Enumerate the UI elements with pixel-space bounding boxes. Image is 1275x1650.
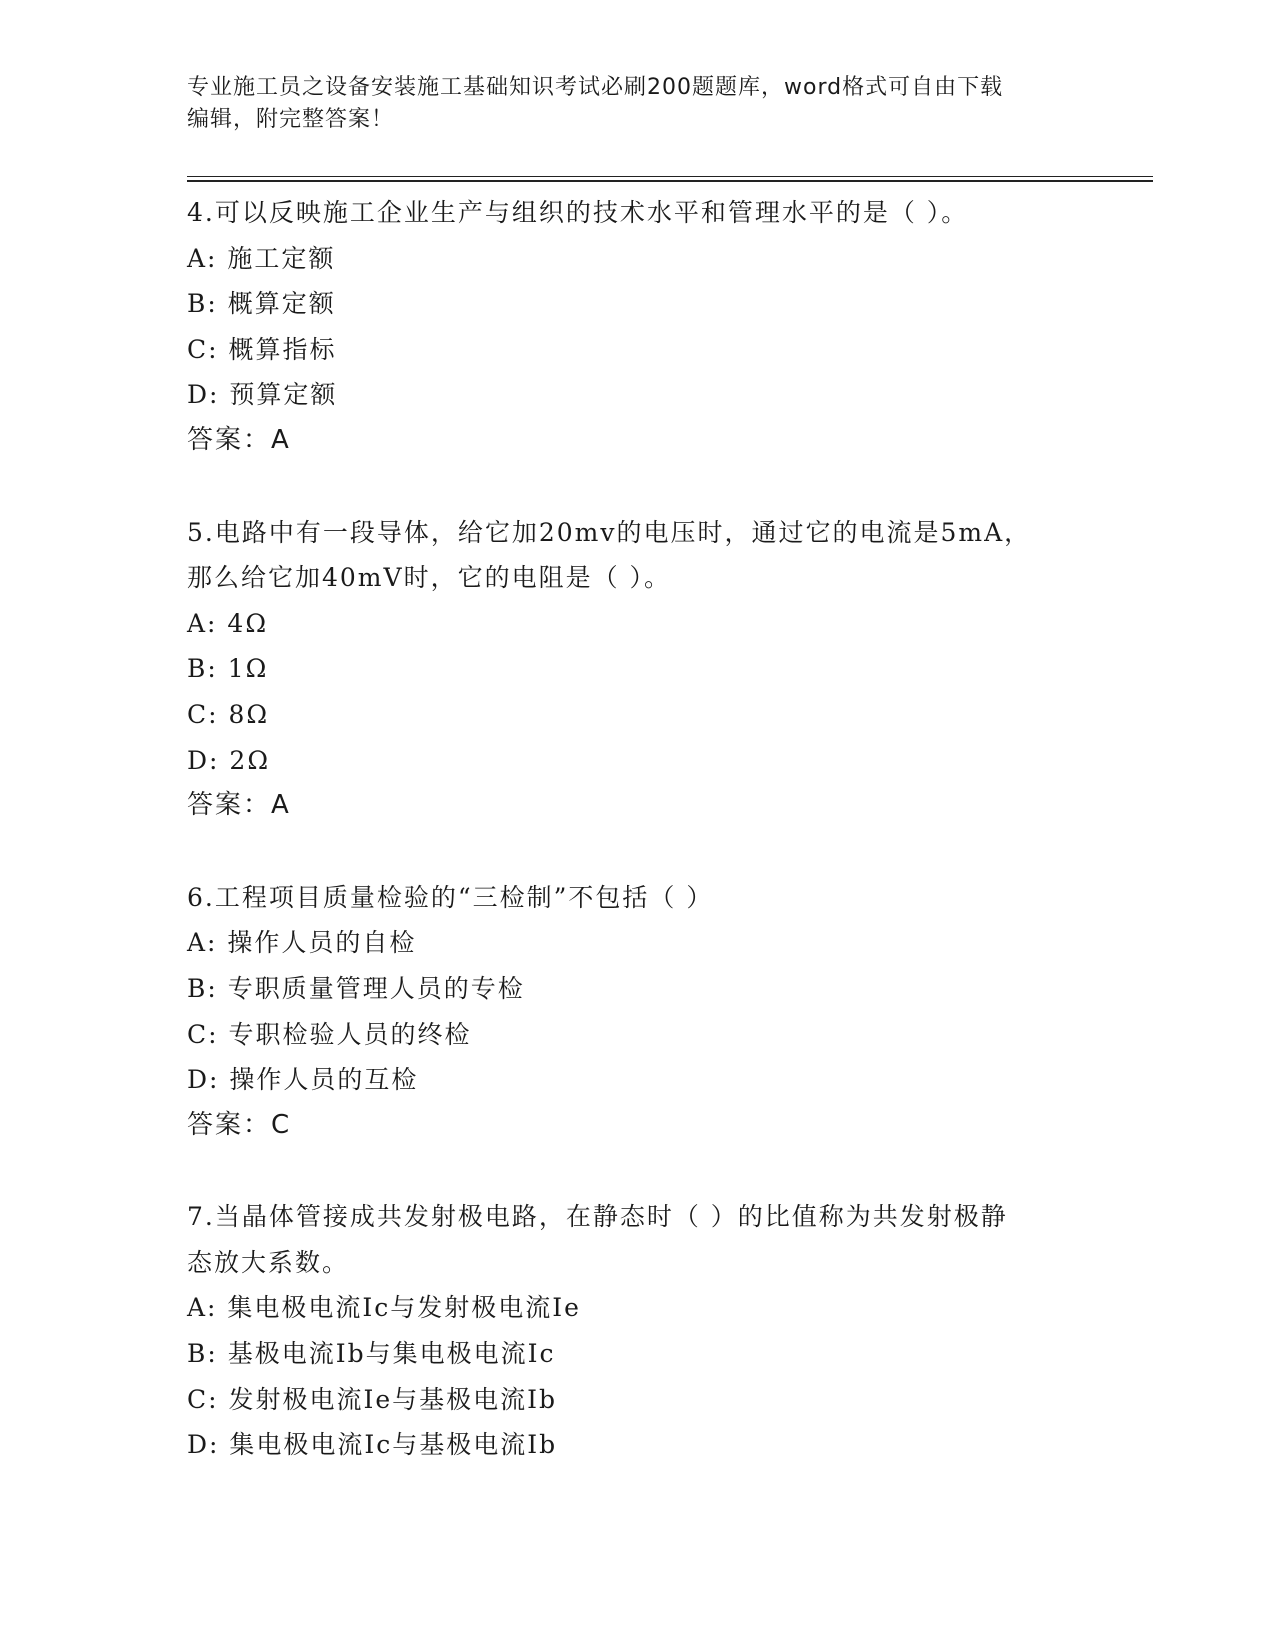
question-5 (187, 510, 1087, 829)
question-text: 6.工程项目质量检验的“三检制”不包括（ ） (187, 882, 714, 912)
option-a: A: 施工定额 (187, 243, 336, 273)
question-text-cont: 态放大系数。 (187, 1247, 350, 1277)
document-header (187, 72, 1087, 136)
question-text: 4.可以反映施工企业生产与组织的技术水平和管理水平的是（ ）。 (187, 198, 969, 227)
answer-label: 答案：A (187, 790, 291, 821)
question-text: 5.电路中有一段导体，给它加20mv的电压时，通过它的电流是5mA， (187, 517, 1032, 547)
option-d: D: 集电极电流Ic与基极电流Ib (187, 1430, 558, 1460)
question-text: 7.当晶体管接成共发射极电路，在静态时（ ）的比值称为共发射极静 (187, 1202, 1008, 1232)
header-line-2: 编辑，附完整答案！ (187, 107, 395, 132)
question-6 (187, 875, 1087, 1149)
option-c: C: 发射极电流Ie与基极电流Ib (187, 1384, 558, 1414)
header-line-1: 专业施工员之设备安装施工基础知识考试必刷200题题库，word格式可自由下载 (187, 75, 1004, 100)
question-7 (187, 1194, 1087, 1468)
header-divider-thick (187, 180, 1153, 182)
option-b: B: 1Ω (187, 654, 269, 684)
option-d: D: 2Ω (187, 745, 271, 775)
option-a: A: 集电极电流Ic与发射极电流Ie (187, 1293, 581, 1323)
option-b: B: 专职质量管理人员的专检 (187, 973, 525, 1003)
option-b: B: 基极电流Ib与集电极电流Ic (187, 1339, 556, 1369)
answer-label: 答案：A (187, 424, 291, 455)
option-b: B: 概算定额 (187, 289, 336, 319)
option-c: C: 概算指标 (187, 334, 337, 364)
header-divider-thin (187, 176, 1153, 177)
option-d: D: 操作人员的互检 (187, 1065, 419, 1095)
option-a: A: 操作人员的自检 (187, 928, 417, 958)
option-a: A: 4Ω (187, 608, 269, 638)
question-4 (187, 190, 1087, 464)
question-text-cont: 那么给它加40mV时，它的电阻是（ ）。 (187, 563, 672, 593)
option-c: C: 专职检验人员的终检 (187, 1019, 472, 1049)
option-c: C: 8Ω (187, 699, 270, 729)
question-list (187, 190, 1087, 1514)
option-d: D: 预算定额 (187, 380, 338, 410)
answer-label: 答案：C (187, 1109, 292, 1140)
